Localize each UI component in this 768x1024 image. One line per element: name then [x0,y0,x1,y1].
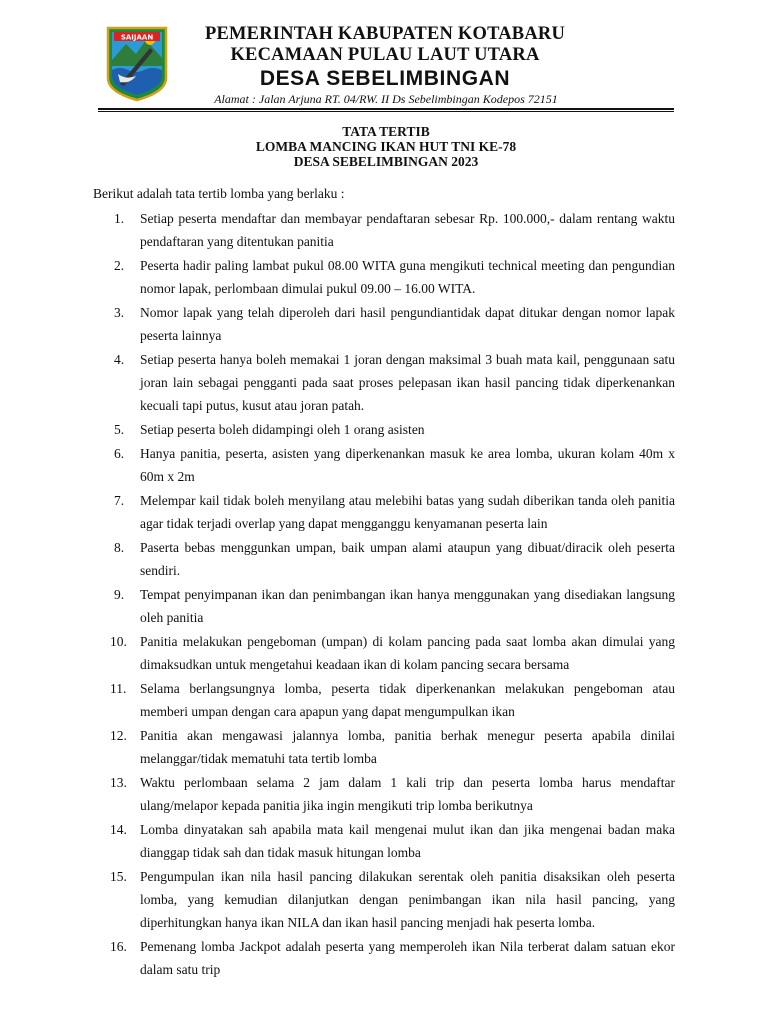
rule-item [93,489,675,535]
rule-item [93,677,675,723]
rule-item [93,536,675,582]
rule-text: Hanya panitia, peserta, asisten yang diperkenankan masuk ke area lomba, ukuran kolam 40m x 60m x 2m [140,446,675,484]
rule-number: 5. [114,422,125,437]
rule-text: Panitia akan mengawasi jalannya lomba, panitia berhak menegur peserta apabila dinilai melanggar/tidak mematuhi tata tertib lomba [140,728,675,766]
title-line-2: LOMBA MANCING IKAN HUT TNI KE-78 [255,139,517,154]
rule-item [93,818,675,864]
document-title [98,124,674,169]
letterhead-divider-thin [98,111,674,112]
rule-text: Tempat penyimpanan ikan dan penimbangan ikan hanya menggunakan yang disediakan langsung oleh panitia [140,587,675,625]
rule-text: Selama berlangsungnya lomba, peserta tidak diperkenankan melakukan pengeboman atau memberi umpan dengan cara apapun yang dapat mengumpulkan ikan [140,681,675,719]
village-name: DESA SEBELIMBINGAN [259,67,511,90]
rule-number: 11. [110,681,127,696]
rule-item [93,583,675,629]
rule-text: Peserta hadir paling lambat pukul 08.00 WITA guna mengikuti technical meeting dan pengundian nomor lapak, perlombaan dimulai pukul 09.00 – 16.00 WITA. [140,258,675,296]
rule-number: 12. [110,728,127,743]
rule-text: Paserta bebas menggunkan umpan, baik umpan alami ataupun yang dibuat/diracik oleh peserta sendiri. [140,540,675,578]
rule-text: Setiap peserta boleh didampingi oleh 1 orang asisten [140,422,425,437]
rule-text: Melempar kail tidak boleh menyilang atau melebihi batas yang sudah diberikan tanda oleh panitia agar tidak terjadi overlap yang dapat mengganggu kenyamanan peserta lain [140,493,675,531]
rule-number: 2. [114,258,125,273]
rule-number: 9. [114,587,125,602]
government-name: PEMERINTAH KABUPATEN KOTABARU [204,24,566,44]
rules-list [93,207,675,982]
rule-number: 15. [110,869,127,884]
rule-number: 4. [114,352,125,367]
rule-item [93,935,675,981]
title-line-1: TATA TERTIB [342,124,430,139]
rule-text: Lomba dinyatakan sah apabila mata kail mengenai mulut ikan dan jika mengenai badan maka dianggap tidak sah dan tidak masuk hitungan lomba [140,822,675,860]
rule-item [93,348,675,417]
district-name: KECAMAAN PULAU LAUT UTARA [230,45,540,65]
rule-item [93,442,675,488]
rule-number: 1. [114,211,125,226]
rule-number: 3. [114,305,125,320]
rule-number: 8. [114,540,125,555]
rule-number: 6. [114,446,125,461]
rule-item [93,301,675,347]
rule-number: 16. [110,939,127,954]
emblem-label: SAIJAAN [120,33,154,42]
intro-text: Berikut adalah tata tertib lomba yang berlaku : [93,186,345,201]
rule-item [93,418,675,441]
address-line: Alamat : Jalan Arjuna RT. 04/RW. II Ds Sebelimbingan Kodepos 72151 [214,92,558,106]
rule-text: Setiap peserta hanya boleh memakai 1 joran dengan maksimal 3 buah mata kail, penggunaan satu joran lain sebagai pengganti pada saat proses pelepasan ikan hasil pancing tidak diperkenankan kecuali tapi putus, kusut atau joran patah. [140,352,675,413]
rule-text: Pemenang lomba Jackpot adalah peserta yang memperoleh ikan Nila terberat dalam satuan ekor dalam satu trip [140,939,675,977]
rule-number: 10. [110,634,127,649]
letterhead [0,0,768,112]
rule-number: 13. [110,775,127,790]
letterhead-divider [98,108,674,110]
rule-text: Setiap peserta mendaftar dan membayar pendaftaran sebesar Rp. 100.000,- dalam rentang waktu pendaftaran yang ditentukan panitia [140,211,675,249]
rule-item [93,630,675,676]
rule-text: Panitia melakukan pengeboman (umpan) di kolam pancing pada saat lomba akan dimulai yang dimaksudkan untuk mengetahui keadaan ikan di kolam pancing secara bersama [140,634,675,672]
rule-text: Nomor lapak yang telah diperoleh dari hasil pengundiantidak dapat ditukar dengan nomor lapak peserta lainnya [140,305,675,343]
rule-text: Pengumpulan ikan nila hasil pancing dilakukan serentak oleh panitia disaksikan oleh peserta lomba, yang kemudian dilanjutkan dengan penimbangan ikan nila hasil pancing, yang diperhitungkan hanya ikan NILA dan ikan hasil pancing menjadi hak peserta lomba. [140,869,675,930]
title-line-3: DESA SEBELIMBINGAN 2023 [293,154,479,169]
rule-item [93,865,675,934]
rule-item [93,771,675,817]
regency-emblem-icon [106,26,168,102]
rule-number: 7. [114,493,125,508]
rule-text: Waktu perlombaan selama 2 jam dalam 1 kali trip dan peserta lomba harus mendaftar ulang/melapor kepada panitia jika ingin mengikuti trip lomba berikutnya [140,775,675,813]
rule-number: 14. [110,822,127,837]
rule-item [93,207,675,253]
rule-item [93,254,675,300]
rule-item [93,724,675,770]
